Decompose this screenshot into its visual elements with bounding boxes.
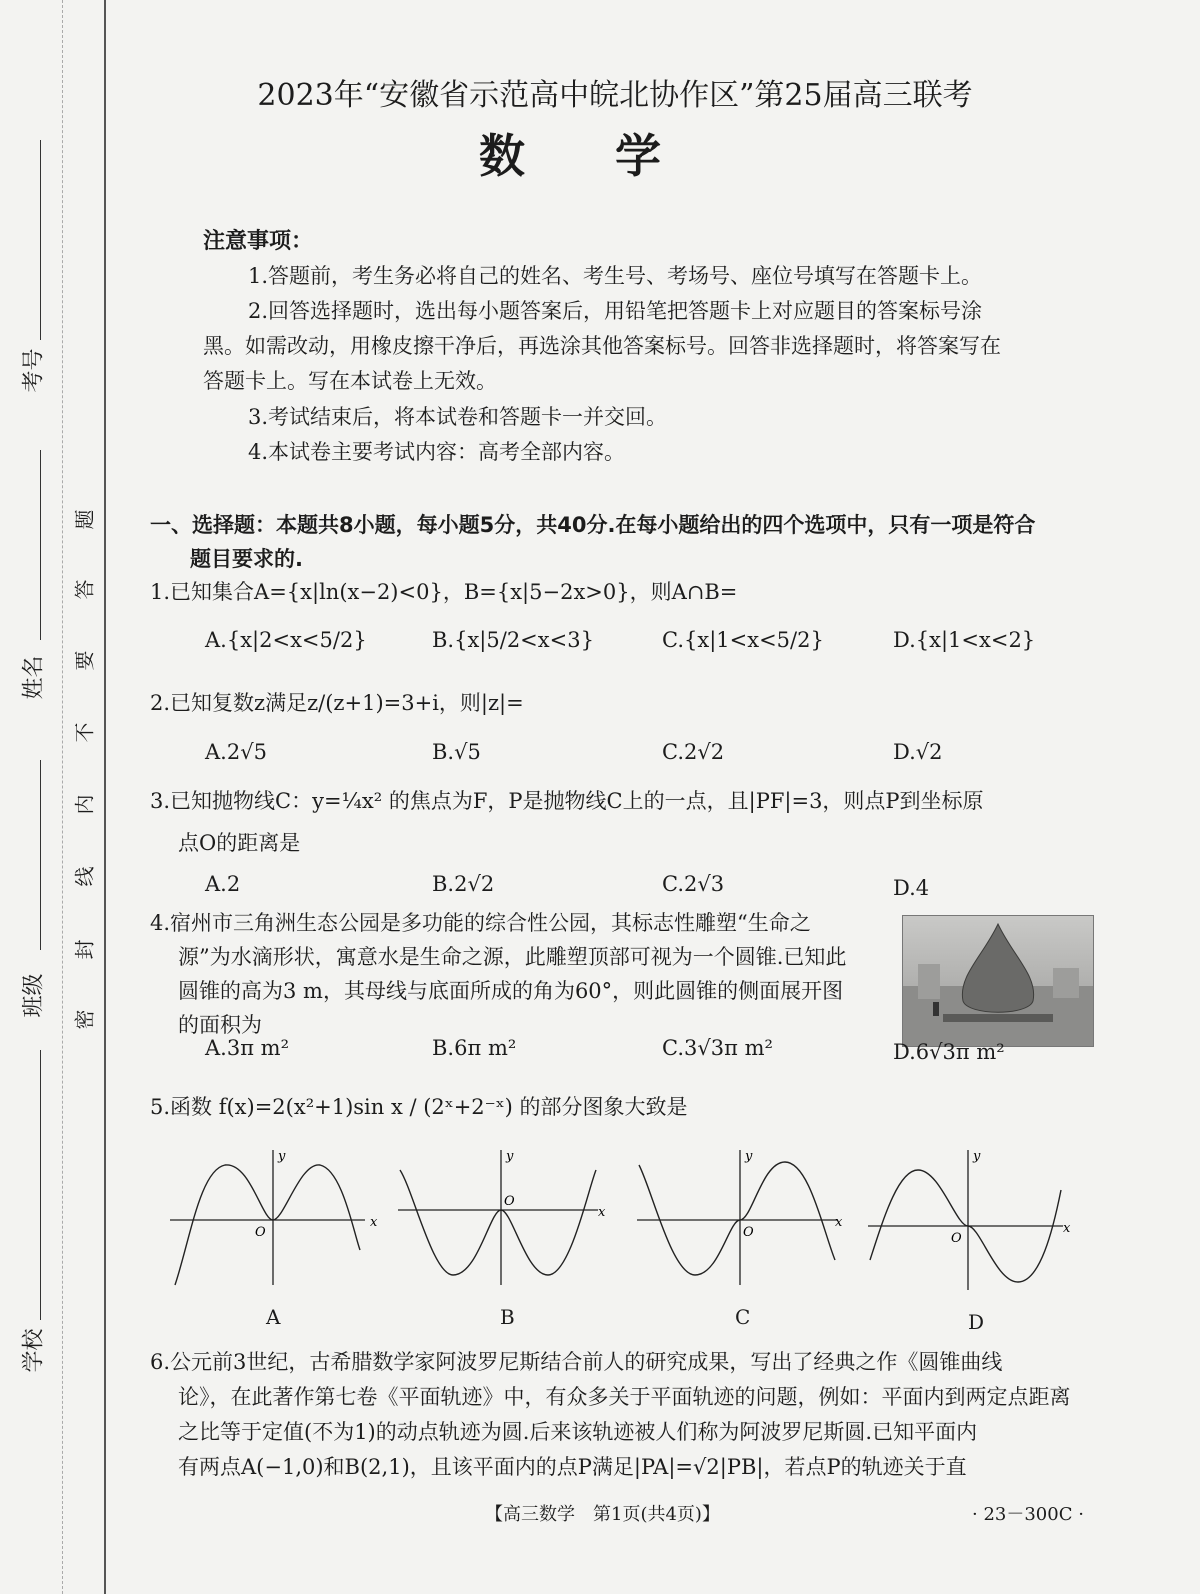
q1-option-d: D.{x|1<x<2} [893,628,1036,652]
notice-heading: 注意事项： [203,229,314,254]
stem-line: 之比等于定值(不为1)的动点轨迹为圆.后来该轨迹被人们称为阿波罗尼斯圆.已知平面内 [178,1420,978,1444]
stem-line: 源”为水滴形状，寓意水是生命之源，此雕塑顶部可视为一个圆锥.已知此 [178,945,847,969]
graph-a-label: A [266,1305,281,1329]
graph-axis-y: y [506,1150,514,1164]
seal-dashed-line [62,0,63,1594]
seal-char: 密 [72,1009,97,1030]
q2-option-c: C.2√2 [662,740,725,764]
graph-axis-y: y [745,1150,753,1164]
graph-origin: O [951,1231,962,1246]
q4-option-d: D.6√3π m² [893,1040,1005,1064]
q2-option-b: B.√5 [432,740,481,764]
q2-option-a: A.2√5 [205,740,267,764]
page-footer: 【高三数学 第1页(共4页)】 [485,1504,720,1525]
question-2-stem: 2.已知复数z满足z/(z+1)=3+i，则|z|= [150,691,524,715]
graph-origin: O [255,1225,266,1240]
graph-axis-x: x [1063,1221,1071,1236]
graph-a-svg [170,1150,380,1310]
xuexiao-blank-line [40,1050,41,1320]
graph-d-label: D [968,1310,985,1334]
seal-char: 封 [72,939,97,960]
q1-option-b: B.{x|5/2<x<3} [432,628,594,652]
question-4-stem [150,906,890,1042]
seal-char: 要 [72,650,97,671]
graph-c-svg [637,1150,847,1310]
stem-line: 有两点A(−1,0)和B(2,1)，且该平面内的点P满足|PA|=√2|PB|，若点P的轨迹关于直 [178,1455,967,1479]
q3-option-a: A.2 [205,872,241,896]
q4-option-b: B.6π m² [432,1036,517,1060]
xingming-label: 姓名 [21,655,47,700]
q1-option-c: C.{x|1<x<5/2} [662,628,824,652]
xuexiao-label: 学校 [21,1328,47,1373]
exam-title: 2023年“安徽省示范高中皖北协作区”第25届高三联考 [257,78,973,113]
graph-origin: O [743,1225,754,1240]
q1-option-a: A.{x|2<x<5/2} [205,628,367,652]
graph-c-label: C [735,1305,751,1329]
section-line: 一、选择题：本题共8小题，每小题5分，共40分.在每小题给出的四个选项中，只有一项是符合 [150,513,1036,537]
q3-option-c: C.2√3 [662,872,725,896]
graph-b [398,1150,608,1310]
notice-item: 1.答题前，考生务必将自己的姓名、考生号、考场号、座位号填写在答题卡上。 [248,264,983,288]
sculpture-photo [902,915,1094,1047]
seal-char: 内 [72,794,97,815]
notice-item: 2.回答选择题时，选出每小题答案后，用铅笔把答题卡上对应题目的答案标号涂 [248,299,983,323]
xingming-blank-line [40,450,41,640]
graph-axis-y: y [973,1150,981,1164]
stem-line: 论》，在此著作第七卷《平面轨迹》中，有众多关于平面轨迹的问题，例如：平面内到两定点距离 [178,1385,1071,1409]
graph-b-label: B [500,1305,515,1329]
q2-option-d: D.√2 [893,740,943,764]
q3-option-d: D.4 [893,876,930,900]
section-line: 题目要求的. [190,547,303,571]
section-heading [150,508,1100,576]
graph-axis-x: x [835,1215,843,1230]
sculpture-drawing [903,916,1093,1046]
question-5-stem: 5.函数 f(x)=2(x²+1)sin x / (2ˣ+2⁻ˣ) 的部分图象大致是 [150,1095,688,1119]
stem-line: 4.宿州市三角洲生态公园是多功能的综合性公园，其标志性雕塑“生命之 [150,911,811,935]
subject-title: 数学 [479,129,751,183]
graph-d [868,1150,1078,1310]
notice-item: 4.本试卷主要考试内容：高考全部内容。 [248,440,626,464]
graph-a [170,1150,380,1310]
stem-line: 点O的距离是 [178,831,301,855]
stem-line: 圆锥的高为3 m，其母线与底面所成的角为60°，则此圆锥的侧面展开图 [178,979,844,1003]
q3-option-b: B.2√2 [432,872,495,896]
notice-item: 3.考试结束后，将本试卷和答题卡一并交回。 [248,405,668,429]
graph-b-svg [398,1150,608,1310]
stem-line: 6.公元前3世纪，古希腊数学家阿波罗尼斯结合前人的研究成果，写出了经典之作《圆锥曲线 [150,1350,1003,1374]
notice-item: 答题卡上。写在本试卷上无效。 [203,369,497,393]
kaohao-label: 考号 [21,348,47,393]
seal-char: 题 [72,509,97,530]
question-3-stem [150,784,1090,860]
banji-blank-line [40,760,41,950]
stem-line: 3.已知抛物线C：y=¼x² 的焦点为F，P是抛物线C上的一点，且|PF|=3，则点P到坐标原 [150,789,984,813]
seal-char: 不 [72,722,97,743]
graph-axis-y: y [278,1150,286,1164]
seal-char: 线 [72,866,97,887]
seal-char: 答 [72,579,97,600]
graph-axis-x: x [370,1215,378,1230]
q4-option-a: A.3π m² [205,1036,290,1060]
graph-c [637,1150,847,1310]
graph-origin: O [504,1194,515,1209]
binding-line [104,0,106,1594]
paper-code: · 23－300C · [972,1504,1084,1525]
banji-label: 班级 [21,973,47,1018]
q4-option-c: C.3√3π m² [662,1036,773,1060]
stem-line: 的面积为 [178,1013,262,1037]
notice-item: 黑。如需改动，用橡皮擦干净后，再选涂其他答案标号。回答非选择题时，将答案写在 [203,334,1001,358]
question-1-stem: 1.已知集合A={x|ln(x−2)<0}，B={x|5−2x>0}，则A∩B= [150,580,738,604]
graph-d-svg [868,1150,1078,1310]
question-6-stem [150,1345,1090,1485]
graph-axis-x: x [598,1205,606,1220]
